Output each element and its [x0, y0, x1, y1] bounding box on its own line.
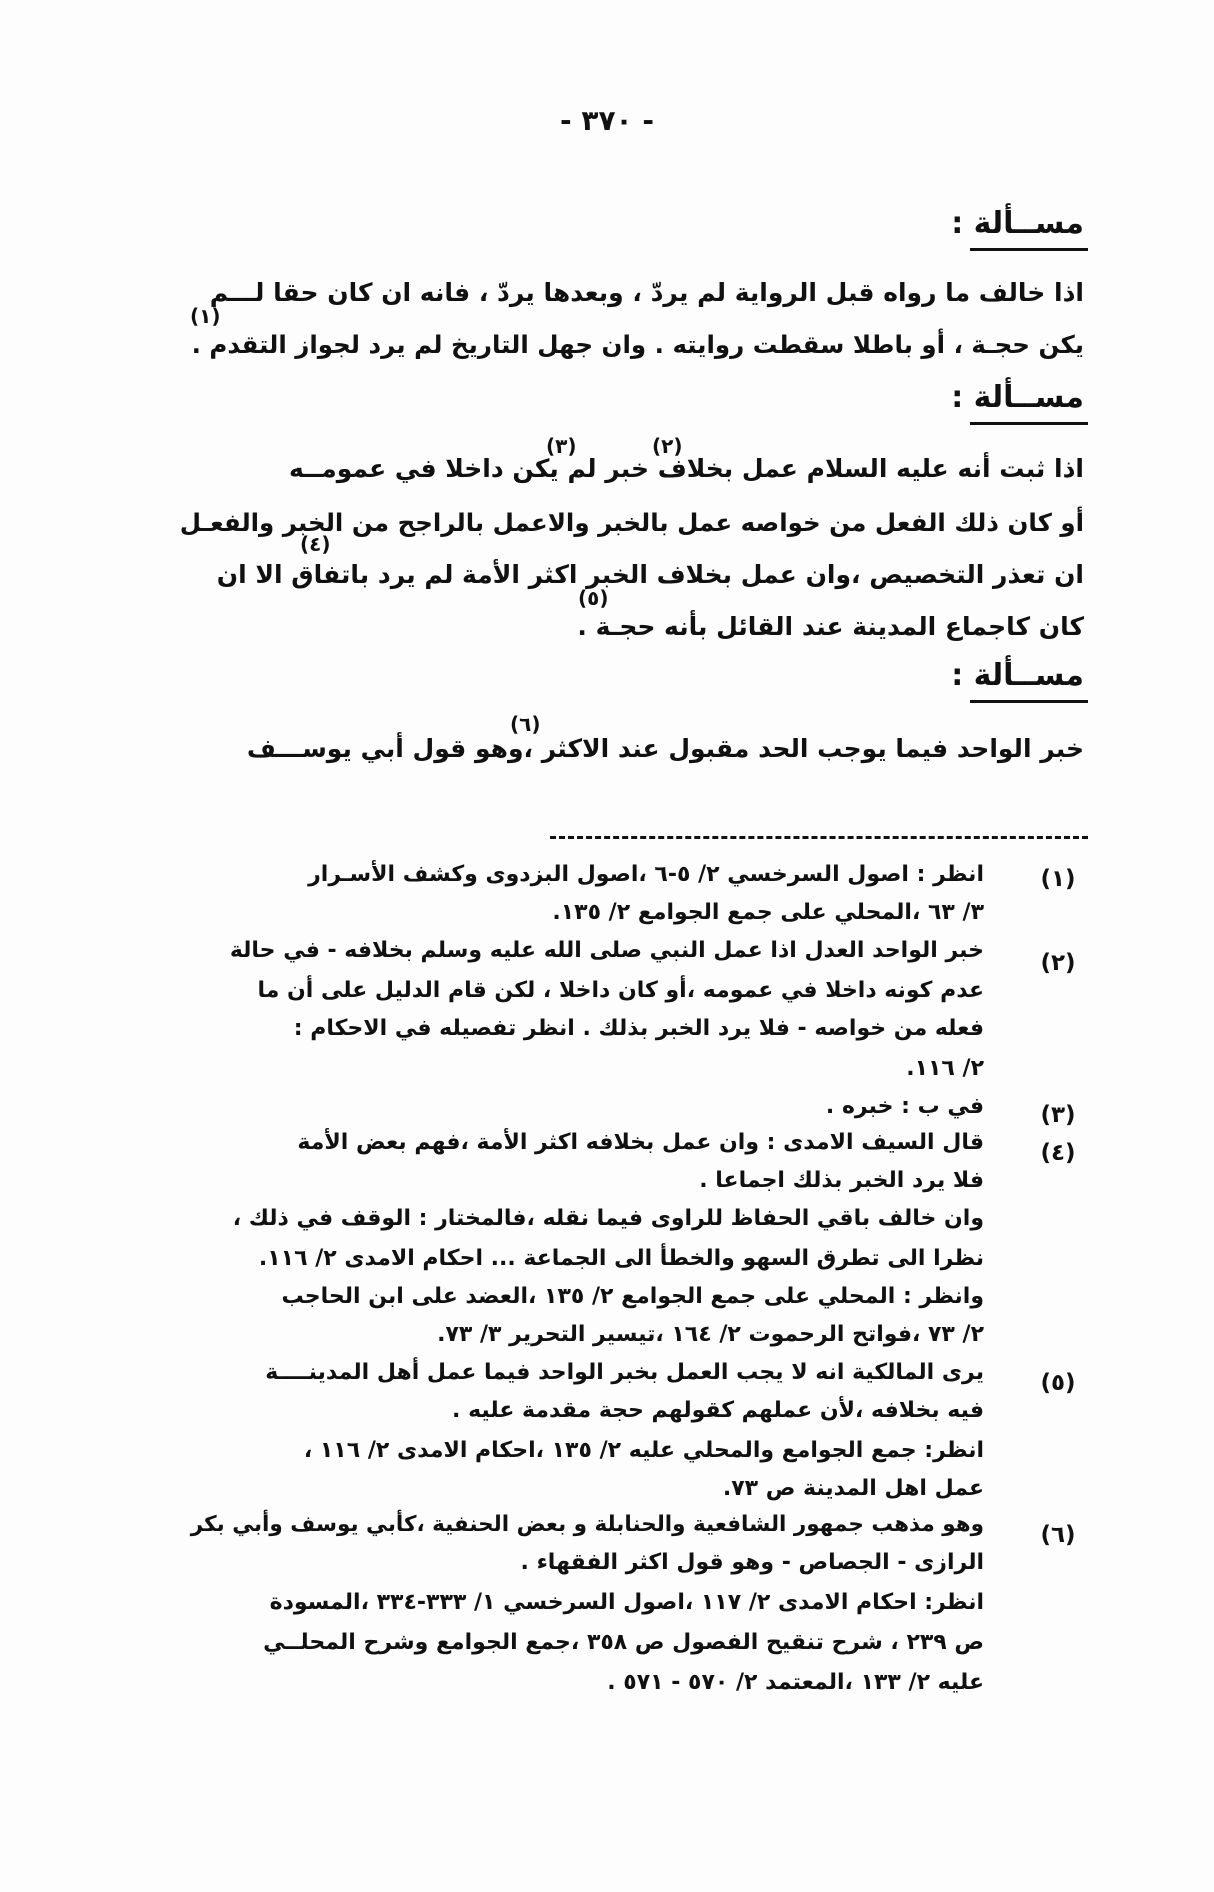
heading-underline-2	[970, 422, 1088, 425]
footnote-5-line-3: انظر: جمع الجوامع والمحلي عليه ٢/ ١٣٥ ،احكام الامدى ٢/ ١١٦ ،	[303, 1438, 984, 1463]
section-heading-1: مســألة :	[951, 206, 1084, 241]
footnote-2-line-1: خبر الواحد العدل اذا عمل النبي صلى الله عليه وسلم بخلافه - في حالة	[229, 938, 984, 963]
footnote-1-line-2: ٣/ ٦٣ ،المحلي على جمع الجوامع ٢/ ١٣٥.	[552, 900, 984, 925]
section2-line-2: أو كان ذلك الفعل من خواصه عمل بالخبر والاعمل بالراجح من الخبر والفعـل	[179, 508, 1084, 537]
footnote-number-6: (٦)	[1040, 1522, 1076, 1548]
section-heading-3: مســألة :	[951, 658, 1084, 693]
footnote-2-line-2: عدم كونه داخلا في عمومه ،أو كان داخلا ، لكن قام الدليل على أن ما	[257, 978, 984, 1003]
footnote-4-line-6: ٢/ ٧٣ ،فواتح الرحموت ٢/ ١٦٤ ،تيسير التحرير ٣/ ٧٣.	[437, 1322, 984, 1347]
section2-line-1: اذا ثبت أنه عليه السلام عمل بخلاف خبر لم يكن داخلا في عمومــه	[288, 454, 1084, 483]
footnote-4-line-4: نظرا الى تطرق السهو والخطأ الى الجماعة ... احكام الامدى ٢/ ١١٦.	[258, 1246, 984, 1271]
footnote-ref-1: (١)	[190, 304, 221, 328]
footnote-6-line-5: عليه ٢/ ١٣٣ ،المعتمد ٢/ ٥٧٠ - ٥٧١ .	[607, 1670, 984, 1695]
footnote-number-1: (١)	[1040, 866, 1076, 892]
footnote-4-line-5: وانظر : المحلي على جمع الجوامع ٢/ ١٣٥ ،العضد على ابن الحاجب	[281, 1284, 984, 1309]
footnote-number-3: (٣)	[1040, 1102, 1076, 1128]
footnote-ref-5: (٥)	[578, 586, 609, 610]
footnote-5-line-2: فيه بخلافه ،لأن عملهم كقولهم حجة مقدمة عليه .	[452, 1398, 984, 1423]
footnote-5-line-4: عمل اهل المدينة ص ٧٣.	[722, 1476, 984, 1501]
section1-line-2: يكن حجـة ، أو باطلا سقطت روايته . وان جهل التاريخ لم يرد لجواز التقدم .	[191, 330, 1084, 359]
section2-line-4: كان كاجماع المدينة عند القائل بأنه حجـة .	[577, 612, 1084, 641]
section1-line-1: اذا خالف ما رواه قبل الرواية لم يردّ ، وبعدها يردّ ، فانه ان كان حقا لـــم	[209, 278, 1084, 307]
footnote-4-line-1: قال السيف الامدى : وان عمل بخلافه اكثر الأمة ،فهم بعض الأمة	[297, 1130, 984, 1155]
footnote-number-5: (٥)	[1040, 1370, 1076, 1396]
footnote-ref-3: (٣)	[546, 434, 577, 458]
footnote-1-line-1: انظر : اصول السرخسي ٢/ ٥-٦ ،اصول البزدوى وكشف الأسـرار	[308, 862, 984, 887]
footnote-4-line-3: وان خالف باقي الحفاظ للراوى فيما نقله ،فالمختار : الوقف في ذلك ،	[232, 1206, 984, 1231]
footnote-number-4: (٤)	[1040, 1140, 1076, 1166]
footnote-ref-6: (٦)	[510, 712, 541, 736]
page-number: - ٣٧٠ -	[559, 104, 655, 137]
footnote-6-line-3: انظر: احكام الامدى ٢/ ١١٧ ،اصول السرخسي ١/ ٣٣٣-٣٣٤ ،المسودة	[269, 1590, 984, 1615]
footnote-separator	[550, 836, 1088, 839]
footnote-6-line-2: الرازى - الجصاص - وهو قول اكثر الفقهاء .	[520, 1550, 984, 1575]
footnote-2-line-4: ٢/ ١١٦.	[906, 1056, 984, 1081]
footnote-ref-4: (٤)	[300, 532, 331, 556]
footnote-number-2: (٢)	[1040, 950, 1076, 976]
heading-underline-1	[970, 248, 1088, 251]
section3-line-1: خبر الواحد فيما يوجب الحد مقبول عند الاكثر ،وهو قول أبي يوســـف	[246, 734, 1084, 763]
footnote-6-line-4: ص ٢٣٩ ، شرح تنقيح الفصول ص ٣٥٨ ،جمع الجوامع وشرح المحلــي	[263, 1630, 984, 1655]
section2-line-3: ان تعذر التخصيص ،وان عمل بخلاف الخبر اكثر الأمة لم يرد باتفاق الا ان	[216, 560, 1084, 589]
heading-underline-3	[970, 700, 1088, 703]
footnote-5-line-1: يرى المالكية انه لا يجب العمل بخبر الواحد فيما عمل أهل المدينــــة	[265, 1360, 984, 1385]
footnote-3-line-1: في ب : خبره .	[825, 1094, 984, 1119]
footnote-2-line-3: فعله من خواصه - فلا يرد الخبر بذلك . انظر تفصيله في الاحكام :	[293, 1016, 984, 1041]
footnote-6-line-1: وهو مذهب جمهور الشافعية والحنابلة و بعض الحنفية ،كأبي يوسف وأبي بكر	[190, 1512, 984, 1537]
section-heading-2: مســألة :	[951, 380, 1084, 415]
footnote-4-line-2: فلا يرد الخبر بذلك اجماعا .	[699, 1168, 984, 1193]
footnote-ref-2: (٢)	[652, 434, 683, 458]
